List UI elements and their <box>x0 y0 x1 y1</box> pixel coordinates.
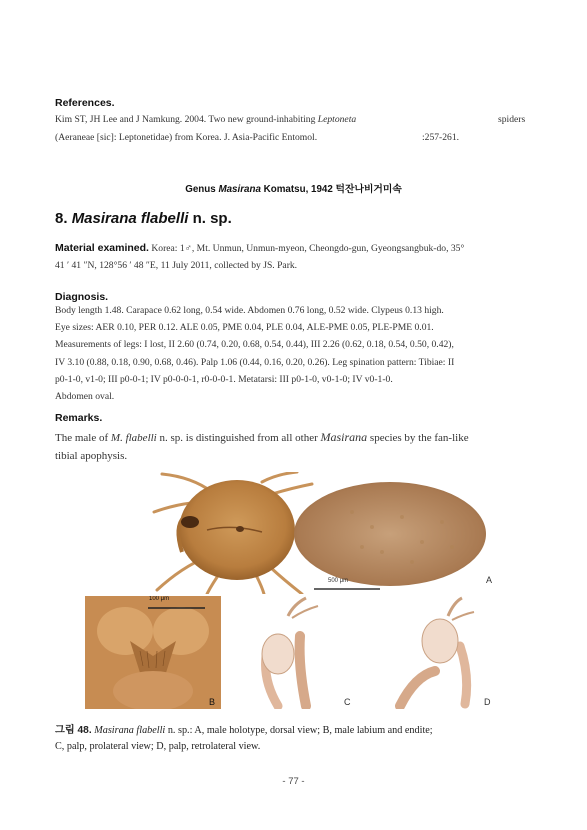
diagnosis-body <box>55 302 535 405</box>
page-number: - 77 - <box>282 776 305 787</box>
remarks-line-2: tibial apophysis. <box>55 450 128 462</box>
species-suffix: n. sp. <box>192 210 232 227</box>
remarks-heading: Remarks. <box>55 412 103 424</box>
genus-authority: Komatsu, 1942 <box>263 184 333 195</box>
diagnosis-heading: Diagnosis. <box>55 291 109 303</box>
species-number: 8. <box>55 210 68 227</box>
diagnosis-line: IV 3.10 (0.88, 0.18, 0.90, 0.68, 0.46). Palp 1.06 (0.44, 0.16, 0.20, 0.26). Leg spination pattern: Tibiae: II <box>55 356 455 368</box>
diagnosis-line: Body length 1.48. Carapace 0.62 long, 0.54 wide. Abdomen 0.76 long, 0.52 wide. Clypeus 0.13 high. <box>55 305 444 316</box>
material-line-2: 41 ′ 41 ″N, 128°56 ′ 48 ″E, 11 July 2011, collected by JS. Park. <box>55 260 298 271</box>
remarks-species: M. flabelli <box>110 432 157 444</box>
scale-bar-100-label: 100 μm <box>149 596 170 602</box>
reference-journal: (Aeraneae [sic]: Leptonetidae) from Korea. J. Asia-Pacific Entomol. <box>55 132 318 143</box>
diagnosis-line: p0-1-0, v1-0; III p0-0-1; IV p0-0-0-1, r0-0-0-1. Metatarsi: III p0-1-0, v0-1-0; IV v0-1-0. <box>55 373 393 385</box>
palp-retrolateral-illustration <box>380 596 495 709</box>
figure-c-palp-prolateral <box>248 596 358 709</box>
labium-endite-illustration <box>85 596 221 709</box>
material-line-1 <box>55 240 535 257</box>
remarks-genus: Masirana <box>320 430 368 444</box>
remarks-text: The male of <box>55 432 109 444</box>
caption-species: Masirana flabelli <box>94 725 166 736</box>
reference-pages: :257-261. <box>422 132 460 143</box>
figure-d-palp-retrolateral <box>380 596 495 709</box>
figure-a-label: A <box>486 575 493 585</box>
material-heading: Material examined. <box>55 242 149 254</box>
species-name: Masirana flabelli <box>71 210 189 227</box>
diagnosis-line: Abdomen oval. <box>55 391 115 403</box>
diagnosis-line: Eye sizes: AER 0.10, PER 0.12. ALE 0.05, PME 0.04, PLE 0.04, ALE-PME 0.05, PLE-PME 0.01. <box>55 322 434 334</box>
figure-c-label: C <box>344 697 351 707</box>
spider-dorsal-illustration <box>152 472 498 594</box>
caption-label: 그림 48. <box>55 725 92 736</box>
caption-text: n. sp.: A, male holotype, dorsal view; B, male labium and endite; <box>167 725 433 736</box>
reference-text-end: spiders <box>498 114 526 125</box>
reference-text: Kim ST, JH Lee and J Namkung. 2004. Two new ground-inhabiting <box>55 114 316 125</box>
figure-b-labium-view <box>85 596 221 709</box>
figure-b-label: B <box>209 697 216 707</box>
genus-korean-name: 턱잔나비거미속 <box>335 184 402 195</box>
remarks-text: species by the fan-like <box>369 432 469 444</box>
palp-prolateral-illustration <box>248 596 358 709</box>
references-heading: References. <box>55 97 115 109</box>
genus-heading <box>0 181 587 195</box>
reference-line-2 <box>55 129 535 146</box>
figure-d-label: D <box>484 697 491 707</box>
genus-name: Masirana <box>218 184 261 195</box>
reference-genus: Leptoneta <box>317 114 357 125</box>
scale-bar-500-label: 500 μm <box>328 578 349 584</box>
species-title <box>55 210 232 227</box>
remarks-line-1 <box>55 428 469 448</box>
figure-caption-line-2: C, palp, prolateral view; D, palp, retrolateral view. <box>55 741 261 752</box>
material-text: Korea: 1♂, Mt. Unmun, Unmun-myeon, Cheongdo-gun, Gyeongsangbuk-do, 35° <box>151 243 465 254</box>
genus-label: Genus <box>185 184 216 195</box>
remarks-text: n. sp. is distinguished from all other <box>159 432 318 444</box>
diagnosis-line: Measurements of legs: I lost, II 2.60 (0.74, 0.20, 0.68, 0.54, 0.44), III 2.26 (0.62, 0.18, 0.54, 0.50, 0.42), <box>55 339 454 351</box>
reference-line-1 <box>55 111 535 128</box>
figure-a-dorsal-view <box>152 472 498 594</box>
figure-caption-line-1 <box>55 723 535 739</box>
